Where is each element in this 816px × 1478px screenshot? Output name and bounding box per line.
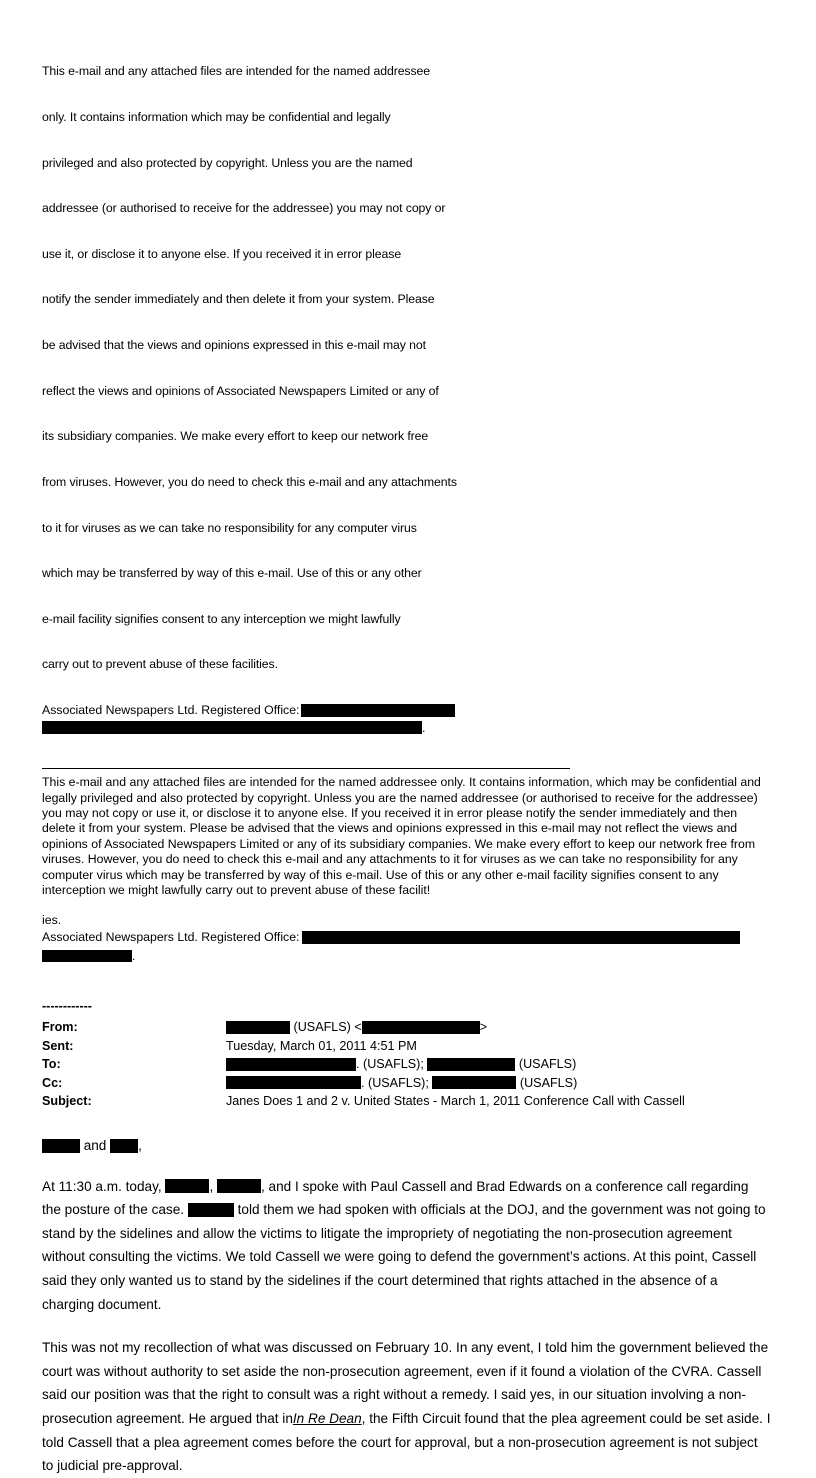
salutation: [42, 1137, 774, 1155]
disclaimer-line: from viruses. However, you do need to check this e-mail and any attachments: [42, 474, 457, 489]
header-value-cc: [226, 1074, 774, 1093]
salutation-comma: ,: [138, 1137, 142, 1153]
header-value-sent: Tuesday, March 01, 2011 4:51 PM: [226, 1038, 417, 1053]
header-row-sent: [42, 1037, 774, 1056]
redaction-bar: [188, 1203, 234, 1217]
header-row-cc: [42, 1074, 774, 1093]
header-row-to: [42, 1055, 774, 1074]
header-label-subject: Subject:: [42, 1094, 92, 1109]
p1-text-a: At 11:30 a.m. today,: [42, 1178, 162, 1194]
disclaimer-paragraph: This e-mail and any attached files are intended for the named addressee only. It contains information, which may be confidential and legally privileged and also protected by copyright. Unless you are the named addressee (or authorised to receive for the addressee) you may not copy or use it, or disclose it to anyone else. If you received it in error please notify the sender immediately and then delete it from your system. Please be advised that the views and opinions expressed in this e-mail may not reflect the views and opinions of Associated Newspapers Limited or any of its subsidiary companies. We make every effort to keep our network free from viruses. However, you do need to check this e-mail and any attachments to it for viruses as we can take no responsibility for any computer virus which may be transferred by way of this e-mail. Use of this or any other e-mail facility signifies consent to any interception we might lawfully carry out to prevent abuse of these facilit!: [42, 775, 761, 897]
redaction-bar: [432, 1076, 516, 1089]
header-value-from: [226, 1018, 774, 1037]
disclaimer-line: use it, or disclose it to anyone else. If you received it in error please: [42, 246, 402, 261]
registered-office-line-1: [42, 703, 774, 718]
header-label-sent: Sent:: [42, 1038, 74, 1053]
redaction-bar: [362, 1021, 480, 1034]
redaction-bar: [226, 1076, 361, 1089]
disclaimer-line: only. It contains information which may be confidential and legally: [42, 110, 391, 125]
disclaimer-line: be advised that the views and opinions expressed in this e-mail may not: [42, 338, 426, 353]
header-label-cc: Cc:: [42, 1075, 63, 1090]
header-value-to: [226, 1055, 774, 1074]
header-label-from: From:: [42, 1020, 78, 1035]
redaction-bar: [226, 1058, 356, 1071]
redaction-bar: [165, 1179, 209, 1193]
disclaimer-line: notify the sender immediately and then delete it from your system. Please: [42, 292, 435, 307]
to-tail: (USAFLS): [518, 1057, 577, 1072]
message-separator: ------------: [42, 999, 92, 1014]
registered-office-period: .: [422, 721, 426, 736]
body-paragraph-1: [42, 1175, 771, 1317]
disclaimer-line: This e-mail and any attached files are intended for the named addressee: [42, 64, 431, 79]
registered-office-label-2: Associated Newspapers Ltd. Registered Office:: [42, 929, 300, 944]
registered-office-line-3: [42, 930, 774, 945]
redaction-bar: [42, 721, 422, 734]
registered-office-label: Associated Newspapers Ltd. Registered Office:: [42, 702, 300, 717]
disclaimer-line: reflect the views and opinions of Associated Newspapers Limited or any of: [42, 383, 439, 398]
salutation-and: and: [83, 1137, 107, 1153]
disclaimer-line: carry out to prevent abuse of these facilities.: [42, 657, 278, 672]
p1-text-d: told them we had spoken with officials at the DOJ, and the government was not going to stand by the sidelines and allow the victims to litigate the impropriety of negotiating the non-prosecution agreement without consulting the victims. We told Cassell we were going to defend the government’s actions. At this point, Cassell said they only wanted us to stand by the sidelines if the court determined that rights attached in the absence of a charging document.: [42, 1202, 766, 1312]
registered-office-line-2: [42, 719, 774, 736]
cc-tail: (USAFLS): [519, 1075, 578, 1090]
case-citation: In Re Dean: [292, 1411, 362, 1427]
header-row-from: [42, 1018, 774, 1037]
header-label-to: To:: [42, 1057, 61, 1072]
redaction-bar: [302, 931, 740, 944]
email-disclaimer-wide: [42, 775, 771, 898]
disclaimer-line: privileged and also protected by copyright. Unless you are the named: [42, 155, 413, 170]
email-header-block: [42, 1018, 774, 1111]
to-mid: . (USAFLS);: [356, 1057, 424, 1072]
disclaimer-line: to it for viruses as we can take no responsibility for any computer virus: [42, 520, 417, 535]
disclaimer-continuation: ies.: [42, 913, 62, 928]
from-suffix-b: >: [479, 1020, 488, 1035]
p1-text-c: , and I spoke with Paul Cassell and Brad Edwards on a conference call regarding the posture of the case.: [42, 1178, 749, 1218]
redaction-bar: [42, 1139, 80, 1153]
document-content: [42, 34, 774, 1478]
disclaimer-line: e-mail facility signifies consent to any interception we might lawfully: [42, 611, 401, 626]
redaction-bar: [110, 1139, 138, 1153]
disclaimer-line: which may be transferred by way of this e-mail. Use of this or any other: [42, 566, 422, 581]
header-value-subject: Janes Does 1 and 2 v. United States - March 1, 2011 Conference Call with Cassell: [226, 1094, 685, 1109]
redaction-bar: [427, 1058, 515, 1071]
p2-text-a: This was not my recollection of what was discussed on February 10. In any event, I told him the government believed the court was without authority to set aside the non-prosecution agreement, even if it found a violation of the CVRA. Cassell said our position was that the right to consult was a right without a remedy. I said yes, in our situation involving a non-prosecution agreement. He argued that in: [42, 1340, 769, 1427]
registered-office-period-2: .: [132, 949, 136, 964]
cc-mid: . (USAFLS);: [361, 1075, 429, 1090]
p2-text-b: , the Fifth Circuit found that the plea agreement could be set aside. I told Cassell that a plea agreement comes before the court for approval, but a non-prosecution agreement is not subject to judicial pre-approval.: [42, 1411, 771, 1474]
section-divider: [42, 768, 570, 769]
from-suffix-a: (USAFLS) <: [293, 1020, 362, 1035]
redaction-bar: [226, 1021, 290, 1034]
disclaimer-line: addressee (or authorised to receive for the addressee) you may not copy or: [42, 201, 446, 216]
redaction-bar: [301, 704, 455, 717]
email-disclaimer-narrow: [42, 34, 774, 703]
p1-text-b: ,: [209, 1178, 214, 1194]
registered-office-line-4: [42, 947, 774, 964]
redaction-bar: [217, 1179, 261, 1193]
body-paragraph-2: [42, 1336, 771, 1478]
redaction-bar: [42, 950, 132, 962]
header-row-subject: [42, 1092, 774, 1111]
disclaimer-line: its subsidiary companies. We make every effort to keep our network free: [42, 429, 429, 444]
